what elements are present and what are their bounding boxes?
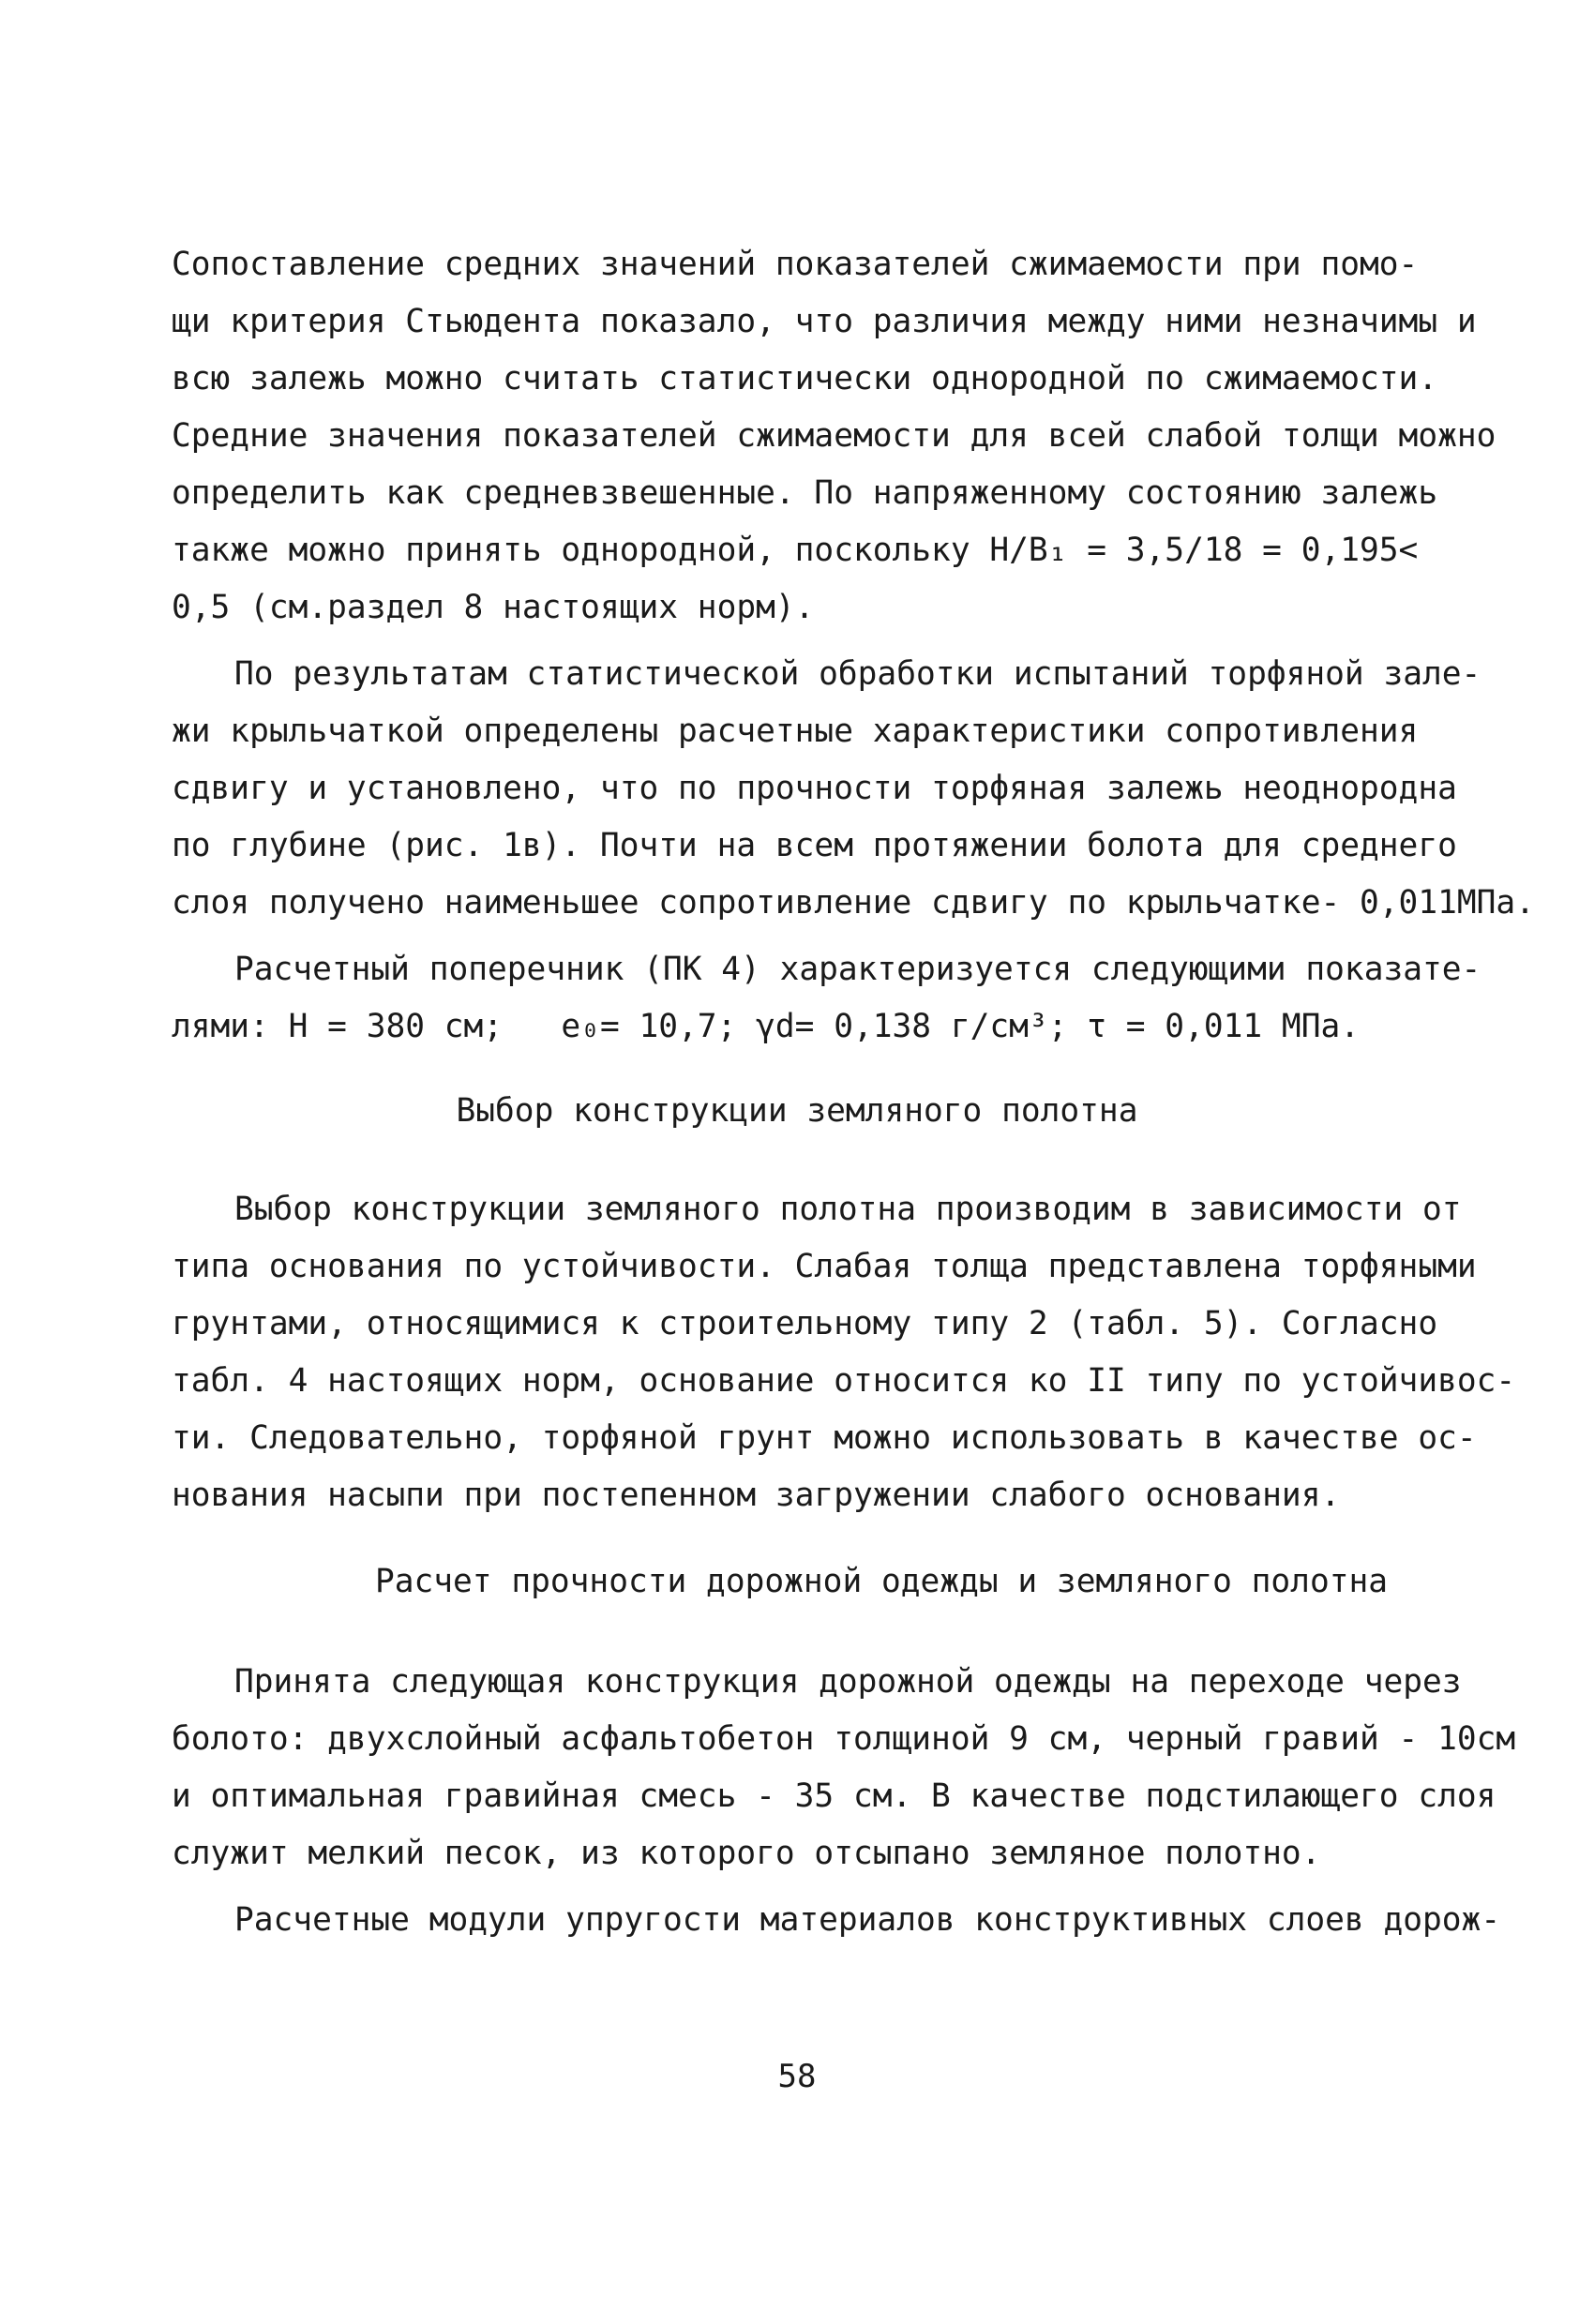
paragraph1-line-7: 0,5 (см.раздел 8 настоящих норм). — [172, 589, 815, 626]
paragraph1-line-2: щи критерия Стьюдента показало, что различия между ними незначимы и — [172, 303, 1477, 340]
paragraph1-line-4: Средние значения показателей сжимаемости для всей слабой толщи можно — [172, 417, 1496, 455]
paragraph4-line-5: ти. Следовательно, торфяной грунт можно использовать в качестве ос- — [172, 1419, 1477, 1457]
paragraph5-line-3: и оптимальная гравийная смесь - 35 см. В качестве подстилающего слоя — [172, 1777, 1496, 1815]
paragraph4-line-2: типа основания по устойчивости. Слабая толща представлена торфяными — [172, 1248, 1477, 1285]
paragraph1-line-1: Сопоставление средних значений показателей сжимаемости при помо- — [172, 246, 1419, 283]
paragraph3-line-2: лями: H = 380 см; e₀= 10,7; γd= 0,138 г/см³; τ = 0,011 МПа. — [172, 1008, 1361, 1045]
paragraph4-line-1: Выбор конструкции земляного полотна производим в зависимости от — [234, 1191, 1462, 1228]
section-heading-subgrade-design: Выбор конструкции земляного полотна — [456, 1092, 1138, 1130]
paragraph5-line-1: Принята следующая конструкция дорожной одежды на переходе через — [234, 1663, 1462, 1701]
paragraph2-line-1: По результатам статистической обработки испытаний торфяной зале- — [234, 655, 1481, 693]
paragraph1-line-6: также можно принять однородной, поскольку H/B₁ = 3,5/18 = 0,195< — [172, 532, 1419, 569]
paragraph5-line-4: служит мелкий песок, из которого отсыпано земляное полотно. — [172, 1835, 1321, 1872]
paragraph6-line-1: Расчетные модули упругости материалов конструктивных слоев дорож- — [234, 1901, 1501, 1939]
paragraph3-line-1: Расчетный поперечник (ПК 4) характеризуется следующими показате- — [234, 951, 1481, 988]
paragraph4-line-6: нования насыпи при постепенном загружении слабого основания. — [172, 1477, 1341, 1514]
paragraph2-line-4: по глубине (рис. 1в). Почти на всем протяжении болота для среднего — [172, 827, 1457, 864]
paragraph2-line-2: жи крыльчаткой определены расчетные характеристики сопротивления — [172, 712, 1419, 750]
paragraph2-line-5: слоя получено наименьшее сопротивление сдвигу по крыльчатке- 0,011МПа. — [172, 884, 1535, 922]
paragraph4-line-3: грунтами, относящимися к строительному типу 2 (табл. 5). Согласно — [172, 1305, 1438, 1342]
paragraph1-line-3: всю залежь можно считать статистически однородной по сжимаемости. — [172, 360, 1438, 397]
paragraph2-line-3: сдвигу и установлено, что по прочности торфяная залежь неоднородна — [172, 770, 1457, 807]
paragraph1-line-5: определить как средневзвешенные. По напряженному состоянию залежь — [172, 474, 1438, 512]
page-number: 58 — [777, 2058, 817, 2095]
paragraph4-line-4: табл. 4 настоящих норм, основание относится ко II типу по устойчивос- — [172, 1362, 1516, 1400]
section-heading-strength-calculation: Расчет прочности дорожной одежды и земляного полотна — [374, 1563, 1389, 1600]
paragraph5-line-2: болото: двухслойный асфальтобетон толщиной 9 см, черный гравий - 10см — [172, 1720, 1516, 1758]
